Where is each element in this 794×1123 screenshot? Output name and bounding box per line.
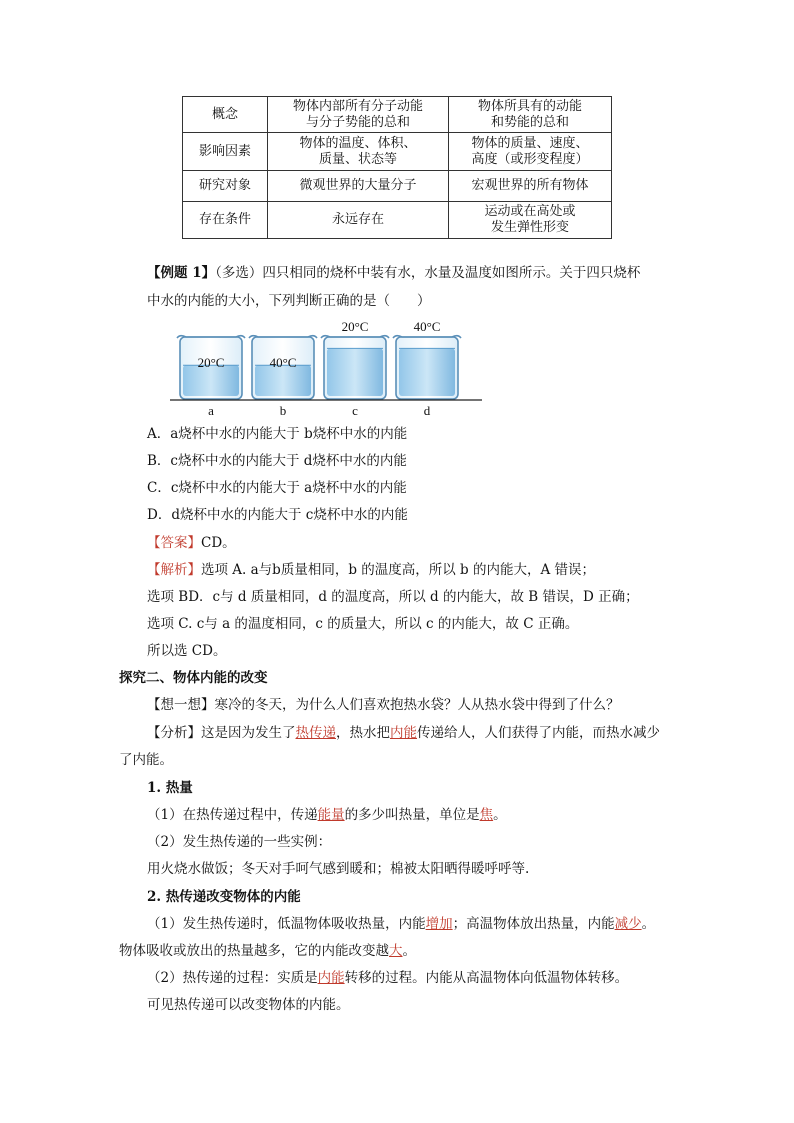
think-tag: 【想一想】 (147, 697, 215, 713)
section-analysis-line-2: 了内能。 (119, 752, 173, 768)
cell-line: 质量、状态等 (318, 151, 397, 167)
section-title: 探究二、物体内能的改变 (119, 670, 268, 686)
table-row (183, 133, 612, 171)
option-a: A．a烧杯中水的内能大于 b烧杯中水的内能 (147, 426, 408, 442)
option-d: D．d烧杯中水的内能大于 c烧杯中水的内能 (147, 507, 408, 523)
temperature-label: 40°C (269, 355, 297, 370)
text-run: ；高温物体放出热量，内能 (452, 916, 615, 932)
section-analysis-tag: 【分析】 (147, 725, 201, 741)
comparison-table (182, 96, 612, 239)
table-row (183, 202, 612, 239)
beaker-label: b (279, 403, 287, 418)
answer-line (147, 534, 236, 552)
beaker-label: c (352, 403, 358, 418)
example-line-1 (147, 264, 640, 282)
analysis-line-1 (147, 561, 595, 579)
table-cell: 永远存在 (268, 202, 449, 239)
table-cell: 存在条件 (183, 202, 268, 239)
transfer-line-4: 可见热传递可以改变物体的内能。 (147, 997, 350, 1013)
beaker-water (327, 348, 383, 396)
beaker-rim (249, 336, 317, 338)
transfer-line-2 (119, 942, 416, 960)
option-b: B．c烧杯中水的内能大于 d烧杯中水的内能 (147, 453, 407, 469)
answer-tag: 【答案】 (147, 535, 201, 551)
text-run: 物体吸收或放出的热量越多，它的内能改变越 (119, 943, 389, 959)
text-run: 。 (402, 943, 416, 959)
table-cell (449, 133, 612, 171)
table-cell (449, 202, 612, 239)
analysis-text: 选项 A. a与b质量相同，b 的温度高，所以 b 的内能大，A 错误； (201, 562, 596, 578)
keyword-highlight: 大 (389, 943, 403, 959)
beaker-water (399, 348, 455, 396)
beakers-svg (170, 315, 490, 420)
text-run: ，热水把 (336, 725, 390, 741)
cell-line: 物体的质量、速度、 (471, 135, 589, 151)
cell-line: 物体的温度、体积、 (299, 135, 417, 151)
temperature-label: 20°C (341, 319, 369, 334)
cell-line: 和势能的总和 (490, 114, 569, 130)
keyword-highlight: 焦 (479, 807, 494, 823)
table-row (183, 171, 612, 202)
think-text: 寒冷的冬天，为什么人们喜欢抱热水袋？人从热水袋中得到了什么？ (214, 697, 620, 713)
cell-line: 高度（或形变程度） (471, 151, 589, 167)
table-cell: 研究对象 (183, 171, 268, 202)
beaker-label: a (208, 403, 214, 418)
keyword-highlight: 内能 (390, 725, 417, 741)
analysis-line-2: 选项 BD．c与 d 质量相同，d 的温度高，所以 d 的内能大，故 B 错误，D 正确； (147, 589, 639, 605)
keyword-highlight: 热传递 (295, 725, 336, 741)
keyword-highlight: 能量 (317, 807, 345, 823)
text-run: 传递给人，人们获得了内能，而热水减少 (417, 725, 660, 741)
example-tag: 【例题 1】 (147, 265, 216, 281)
cell-line: 发生弹性形变 (490, 220, 569, 235)
answer-text: CD。 (201, 535, 236, 551)
analysis-line-3: 选项 C. c与 a 的温度相同，c 的质量大，所以 c 的内能大，故 C 正确。 (147, 616, 579, 632)
transfer-line-1 (147, 915, 655, 933)
example-line-2: 中水的内能的大小，下列判断正确的是（ ） (147, 293, 431, 309)
text-run: 。 (493, 807, 507, 823)
option-c: C．c烧杯中水的内能大于 a烧杯中水的内能 (147, 480, 407, 496)
table-cell (268, 97, 449, 133)
text-run: 的多少叫热量，单位是 (344, 807, 480, 823)
cell-line: 物体所具有的动能 (477, 98, 582, 114)
table-cell: 影响因素 (183, 133, 268, 171)
text-run: （1）在热传递过程中，传递 (147, 807, 318, 823)
keyword-highlight: 增加 (425, 916, 453, 932)
keyword-highlight: 减少 (614, 916, 642, 932)
cell-line: 与分子势能的总和 (305, 114, 410, 130)
analysis-tag: 【解析】 (147, 562, 201, 578)
text-run: 这是因为发生了 (201, 725, 296, 741)
section-analysis-line-1 (147, 724, 660, 742)
table-cell: 宏观世界的所有物体 (449, 171, 612, 202)
text-run: 转移的过程。内能从高温物体向低温物体转移。 (344, 970, 629, 986)
text-run: （1）发生热传递时，低温物体吸收热量，内能 (147, 916, 426, 932)
beaker-rim (321, 336, 389, 338)
heat-line-1 (147, 806, 507, 824)
text-run: （2）热传递的过程：实质是 (147, 970, 318, 986)
temperature-label: 20°C (197, 355, 225, 370)
beaker-label: d (423, 403, 431, 418)
table-row (183, 97, 612, 133)
text-run: 。 (641, 916, 656, 932)
table-cell (449, 97, 612, 133)
temperature-label: 40°C (413, 319, 441, 334)
beaker-rim (393, 336, 461, 338)
heat-line-3: 用火烧水做饭；冬天对手呵气感到暖和；棉被太阳晒得暖呼呼等. (147, 861, 530, 877)
cell-line: 运动或在高处或 (484, 204, 576, 219)
cell-line: 物体内部所有分子动能 (292, 98, 423, 114)
table-cell: 概念 (183, 97, 268, 133)
heat-title: 1. 热量 (147, 780, 193, 796)
transfer-title: 2. 热传递改变物体的内能 (147, 889, 301, 905)
transfer-line-3 (147, 969, 628, 987)
table-cell (268, 133, 449, 171)
example-text: （多选）四只相同的烧杯中装有水，水量及温度如图所示。关于四只烧杯 (215, 265, 641, 281)
keyword-highlight: 内能 (317, 970, 345, 986)
analysis-line-4: 所以选 CD。 (147, 643, 227, 659)
beaker-rim (177, 336, 245, 338)
heat-line-2: （2）发生热传递的一些实例： (147, 834, 332, 850)
think-line (147, 696, 620, 714)
table-cell: 微观世界的大量分子 (268, 171, 449, 202)
beakers-figure (170, 315, 490, 420)
